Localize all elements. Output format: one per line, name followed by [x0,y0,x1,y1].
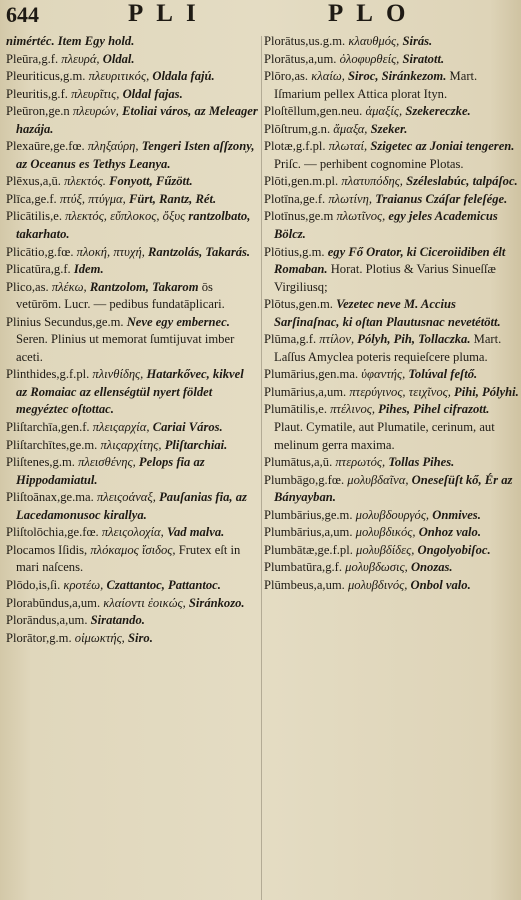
headword: Plorātor,g.m. [6,630,72,645]
headword: Plumbārius,ge.m. [264,507,353,522]
greek-gloss: πλοκή, πτυχή, [76,244,145,259]
latin-citation: Frutex eſt in mari naſcens. [16,542,241,575]
greek-gloss: μολυβδωσις, [345,560,408,575]
greek-gloss: ἅμαξα, [333,121,368,136]
dictionary-entry [264,542,519,560]
greek-gloss: πλιςαρχίτης, [100,437,162,452]
greek-gloss: πλωταί, [328,139,368,154]
dictionary-entry [6,51,258,69]
headword: Plumbāgo,g.fœ. [264,472,345,487]
headword: Plocamos Iſidis, [6,542,88,557]
dictionary-entry [264,384,519,402]
headword: Plōſtrum,g.n. [264,121,331,136]
hungarian-gloss: Siroc, Siránkezom. [348,69,447,84]
dictionary-entry [264,208,519,243]
greek-gloss: μολυβδουργός, [355,507,430,522]
headword: Plumārius,a,um. [264,384,347,399]
dictionary-entry [6,630,258,648]
hungarian-gloss: Hatarkővec, kikvel az Romaiac az ellenségtül nyert földet megyéztec oſtottac. [16,367,244,417]
latin-citation: Plaut. Cymatile, aut Plumatile, cerinum, aut melinum gerra maxima. [274,420,495,452]
headword: Plōti,gen.m.pl. [264,174,339,189]
headword: Pleūra,g.f. [6,51,59,66]
hungarian-gloss: Siratando. [90,613,145,628]
headword: Pliſtoānax,ge.ma. [6,490,94,505]
hungarian-gloss: nimértéc. Item Egy hold. [6,34,135,48]
headword: Ploſtēllum,gen.neu. [264,104,363,119]
hungarian-gloss: Czattantoc, Pattantoc. [106,577,221,592]
dictionary-entry [6,68,258,86]
column-divider [261,36,262,900]
left-column [6,33,258,899]
left-running-head: PLI [128,0,209,27]
hungarian-gloss: Ongolyobiſoc. [417,542,491,557]
hungarian-gloss: Siratott. [402,51,445,66]
dictionary-entry [264,577,519,595]
hungarian-gloss: Pauſanias fia, az Lacedamonusoc kirallya. [16,490,247,522]
latin-citation: Seren. Plinius ut memorat ſumtijuvat imber aceti. [16,332,235,364]
hungarian-gloss: Fürt, Rantz, Rét. [128,191,217,206]
greek-gloss: ὀλοφυρθείς, [339,51,400,66]
dictionary-entry [264,191,519,209]
greek-gloss: πλευρά, [61,51,100,66]
dictionary-entry [264,103,519,121]
headword: Pliſtenes,g.m. [6,455,75,470]
greek-gloss: πληξαύρη, [87,139,139,154]
hungarian-gloss: Onozas. [410,560,453,575]
latin-citation: ōs vetūrōm. Lucr. — pedibus fundatāplicari. [16,279,225,312]
headword: Plumbatūra,g.f. [264,560,342,575]
greek-gloss: πλέκω, [51,279,87,294]
greek-gloss: πλειςοάναξ, [96,490,156,505]
headword: Pliſtarchītes,ge.m. [6,437,98,452]
headword: Plūma,g.f. [264,332,317,347]
headword: Plicātio,g.fœ. [6,244,74,259]
dictionary-entry [6,261,258,279]
page-number: 644 [6,2,39,27]
greek-gloss: πλεκτός, εὔπλοκος, ὄξυς [65,209,186,224]
greek-gloss: πλευρών, [72,104,119,119]
headword: Plorāndus,a,um. [6,613,88,628]
hungarian-gloss: Tolúval feſtő. [408,367,478,382]
hungarian-gloss: Sirás. [402,34,433,48]
headword: Plōtius,g.m. [264,244,325,259]
headword: Pleuriticus,g.m. [6,69,86,84]
dictionary-entry [6,577,258,595]
greek-gloss: μολυβδίδες, [356,542,415,557]
hungarian-gloss: Pihes, Pihel cifrazott. [378,402,490,417]
hungarian-gloss: Neve egy embernec. [126,314,230,329]
dictionary-entry [6,595,258,613]
latin-citation: Mart. Iſmarium pellex Attica plorat Ityn. [274,69,478,101]
dictionary-entry [6,33,258,51]
hungarian-gloss: Onmives. [432,507,481,522]
dictionary-entry [6,489,258,524]
headword: Plexaūre,ge.fœ. [6,139,85,154]
dictionary-entry [264,33,519,51]
greek-gloss: πλευριτικός, [88,69,150,84]
hungarian-gloss: Pliſtarchiai. [164,437,228,452]
headword: Pleūron,ge.n [6,104,70,119]
greek-gloss: πλεισθένης, [78,455,136,470]
headword: Plumātus,a,ū. [264,455,333,470]
dictionary-entry [6,138,258,173]
greek-gloss: πλωτίνη, [328,191,373,206]
dictionary-entry [264,472,519,507]
dictionary-entry [264,366,519,384]
dictionary-entry [264,121,519,139]
greek-gloss: πτύξ, πτύγμα, [59,191,126,206]
hungarian-gloss: Rantzolás, Takarás. [148,244,251,259]
greek-gloss: κλαίοντι ἐοικώς, [103,595,186,610]
headword: Plotīnus,ge.m [264,209,334,224]
greek-gloss: πτίλον, [319,332,355,347]
greek-gloss: πλευρῖτις, [71,86,120,101]
greek-gloss: πλεκτός. [64,174,106,189]
greek-gloss: οἰμωκτής, [74,630,125,645]
greek-gloss: πλινθίδης, [92,367,144,382]
latin-citation: Horat. Plotius & Varius Sinueſſæ Virgiliusq; [274,262,496,294]
dictionary-entry [264,51,519,69]
dictionary-entry [6,612,258,630]
greek-gloss: πλειςαρχία, [92,420,150,435]
dictionary-entry [6,454,258,489]
dictionary-entry [264,244,519,297]
greek-gloss: πλωτῖνος, [336,209,386,224]
headword: Plorātus,us.g.m. [264,34,346,48]
headword: Plumātilis,e. [264,402,327,417]
headword: Plōro,as. [264,69,309,84]
greek-gloss: πλατυπόδης, [341,174,403,189]
greek-gloss: κλαυθμός, [348,34,400,48]
dictionary-entry [6,173,258,191]
dictionary-entry [264,296,519,331]
dictionary-entry [6,244,258,262]
dictionary-entry [264,507,519,525]
headword: Pliſtarchīa,gen.f. [6,420,90,435]
dictionary-entry [6,208,258,243]
dictionary-entry [6,542,258,577]
hungarian-gloss: Oldal fajas. [122,86,183,101]
greek-gloss: ἁμαξίς, [365,104,403,119]
greek-gloss: κλαίω, [311,69,345,84]
hungarian-gloss: Oldala fajú. [152,69,215,84]
dictionary-entry [264,454,519,472]
hungarian-gloss: Pólyh, Pih, Tollaczka. [357,332,471,347]
dictionary-entry [264,331,519,366]
dictionary-entry [264,68,519,103]
headword: Plumbārius,a,um. [264,525,353,540]
greek-gloss: πτέλινος, [330,402,376,417]
hungarian-gloss: Széleslabúc, talpáſoc. [406,174,518,189]
hungarian-gloss: Tengeri Isten aſſzony, az Oceanus es Tethys Leanya. [16,139,255,171]
hungarian-gloss: Siránkozo. [188,595,245,610]
dictionary-entry [6,524,258,542]
hungarian-gloss: Szigetec az Joniai tengeren. [370,139,515,154]
dictionary-entry [264,138,519,173]
hungarian-gloss: Pihi, Pólyhi. [454,384,519,399]
headword: Plotæ,g.f.pl. [264,139,326,154]
hungarian-gloss: Traianus Czáſar feleſége. [375,191,508,206]
hungarian-gloss: rantzolbato, takarhato. [16,209,251,242]
headword: Plorātus,a,um. [264,51,337,66]
latin-citation: Mart. Laſſus Amyclea poteris requieſcere pluma. [274,332,502,364]
headword: Plinthides,g.f.pl. [6,367,90,382]
headword: Plūmbeus,a,um. [264,577,345,592]
hungarian-gloss: Onbol valo. [410,577,471,592]
dictionary-entry [6,191,258,209]
dictionary-entry [6,419,258,437]
hungarian-gloss: Etoliai város, az Meleager hazája. [16,104,258,136]
hungarian-gloss: Idem. [73,262,104,277]
headword: Plico,as. [6,279,49,294]
headword: Plumārius,gen.ma. [264,367,359,382]
greek-gloss: μολυβδινός, [347,577,408,592]
headword: Pliſtolōchia,ge.fœ. [6,525,99,540]
dictionary-entry [6,86,258,104]
headword: Plorabūndus,a,um. [6,595,101,610]
headword: Plōtus,gen.m. [264,297,333,312]
headword: Pleuritis,g.f. [6,86,68,101]
dictionary-entry [264,401,519,454]
dictionary-entry [6,279,258,314]
hungarian-gloss: Tollas Pihes. [388,455,455,470]
hungarian-gloss: Cariai Város. [152,420,223,435]
hungarian-gloss: Fonyott, Fűzött. [109,174,193,189]
right-running-head: PLO [328,0,419,27]
headword: Plicātilis,e. [6,209,62,224]
hungarian-gloss: Onhoz valo. [418,525,481,540]
dictionary-entry [6,314,258,367]
greek-gloss: πτερωτός, [335,455,386,470]
dictionary-entry [264,559,519,577]
hungarian-gloss: Oldal. [102,51,135,66]
dictionary-entry [6,437,258,455]
headword: Plōdo,is,ſi. [6,577,61,592]
hungarian-gloss: Vezetec neve M. Accius Sarſinaſnac, ki oſtan Plautusnac nevetétött. [274,297,501,329]
hungarian-gloss: Pelops fia az Hippodamiatul. [16,455,205,487]
dictionary-entry [6,103,258,138]
dictionary-entry [6,366,258,419]
hungarian-gloss: Rantzolom, Takarom [89,279,199,294]
page-header [0,0,521,34]
greek-gloss: μολυβδαῖνα, [347,472,409,487]
hungarian-gloss: Siro. [128,630,153,645]
greek-gloss: πλόκαμος ἴσιδος, [90,542,176,557]
greek-gloss: ὑφαντής, [361,367,406,382]
hungarian-gloss: Oneseſüſt kő, Ér az Bányayban. [274,472,513,505]
dictionary-entry [264,173,519,191]
hungarian-gloss: Szekereczke. [405,104,471,119]
hungarian-gloss: Szeker. [370,121,408,136]
headword: Plēxus,a,ū. [6,174,61,189]
headword: Plinius Secundus,ge.m. [6,314,124,329]
headword: Plotīna,ge.f. [264,191,326,206]
greek-gloss: κροτέω, [63,577,104,592]
latin-citation: Priſc. — perhibent cognomine Plotas. [274,156,464,171]
headword: Plicatūra,g.f. [6,262,71,277]
greek-gloss: μολυβδικός, [355,525,416,540]
hungarian-gloss: Vad malva. [166,525,225,540]
hungarian-gloss: egy Fő Orator, ki Ciceroiidiben élt Romaban. [274,244,506,277]
greek-gloss: πτερύγινος, τειχῖνος, [349,384,451,399]
greek-gloss: πλειςολοχία, [101,525,164,540]
headword: Plīca,ge.f. [6,191,57,206]
headword: Plumbātæ,ge.f.pl. [264,542,353,557]
hungarian-gloss: egy jeles Academicus Bölcz. [274,209,498,242]
dictionary-entry [264,524,519,542]
right-column [264,33,519,899]
